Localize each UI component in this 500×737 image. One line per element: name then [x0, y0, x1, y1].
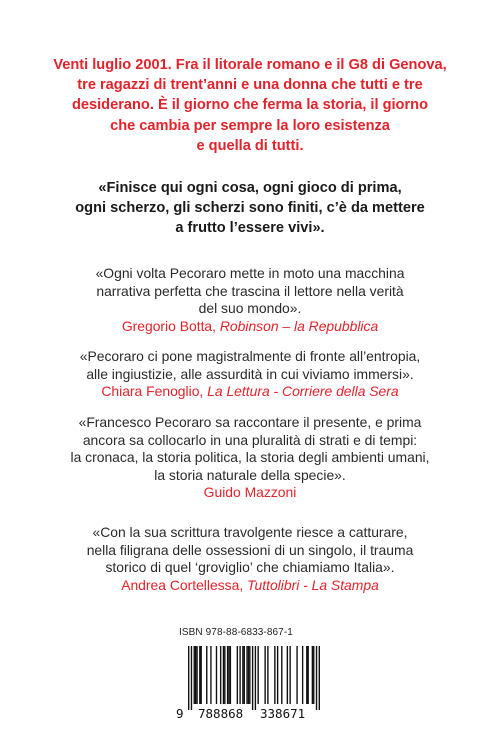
barcode-guard-bar [188, 646, 189, 710]
barcode-bar [239, 646, 240, 704]
review-line: storico di quel ‘groviglio’ che chiamiamo Italia». [105, 559, 395, 576]
review-line: narrativa perfetta che trascina il lettore nella verità [96, 282, 404, 299]
review-line: ancora sa collocarlo in una pluralità di strati e di tempi: [82, 431, 418, 448]
barcode [188, 646, 320, 710]
barcode-bar [313, 646, 314, 704]
barcode-bar [230, 646, 231, 704]
barcode-bar [220, 646, 221, 704]
barcode-bar [201, 646, 202, 704]
barcode-digits [176, 706, 326, 724]
barcode-bar [277, 646, 278, 704]
barcode-guard-bar [191, 646, 192, 710]
barcode-bar [228, 646, 229, 704]
quote-line: a frutto l’essere vivi». [175, 220, 325, 237]
quote-line: «Finisce qui ogni cosa, ogni gioco di prima, [98, 180, 402, 196]
review-2 [0, 348, 500, 401]
barcode-bar [242, 646, 243, 704]
review-line: alle ingiustizie, alle assurdità in cui viviamo immersi». [86, 365, 414, 382]
barcode-bar [210, 646, 211, 704]
review-attribution [0, 383, 500, 401]
barcode-bar [264, 646, 265, 704]
intro-line: Venti luglio 2001. Fra il litorale romano e il G8 di Genova, [53, 57, 447, 73]
barcode-guard-bar [252, 646, 253, 710]
isbn-label: ISBN 978-88-6833-867-1 [179, 627, 293, 638]
barcode-guard-bar [316, 646, 317, 710]
barcode-bar [237, 646, 238, 704]
barcode-guard-bar [319, 646, 320, 710]
review-line: la cronaca, la storia politica, la storia degli ambienti umani, [70, 449, 430, 466]
book-quote [0, 178, 500, 239]
barcode-bar [224, 646, 225, 704]
review-attribution [0, 484, 500, 502]
review-attribution [0, 318, 500, 336]
barcode-bar [196, 646, 197, 704]
review-author: Andrea Cortellessa, [121, 576, 248, 593]
barcode-bar [249, 646, 250, 704]
intro-blurb [0, 55, 500, 156]
barcode-bar [246, 646, 247, 704]
review-author: Gregorio Botta, [121, 317, 220, 334]
barcode-digit-first: 9 [176, 706, 184, 721]
barcode-bar [312, 646, 313, 704]
barcode-bar [199, 646, 200, 704]
quote-line: ogni scherzo, gli scherzi sono finiti, c’è da mettere [75, 200, 425, 217]
barcode-bar [267, 646, 268, 704]
barcode-bar [216, 646, 217, 704]
barcode-bar [248, 646, 249, 704]
intro-line: e quella di tutti. [196, 137, 304, 154]
review-line: la storia naturale della specie». [154, 466, 346, 483]
barcode-bar [306, 646, 307, 704]
review-source: Robinson – la Repubblica [219, 317, 379, 334]
barcode-bar [296, 646, 297, 704]
barcode-bar [244, 646, 245, 704]
review-source: La Lettura - Corriere della Sera [207, 383, 399, 400]
intro-line: che cambia per sempre la loro esistenza [110, 117, 390, 134]
review-author: Guido Mazzoni [203, 484, 297, 501]
barcode-digits-left: 788868 [198, 706, 244, 721]
barcode-bar [206, 646, 207, 704]
barcode-bar [223, 646, 224, 704]
barcode-bar [227, 646, 228, 704]
review-author: Chiara Fenoglio, [101, 383, 208, 400]
intro-line: tre ragazzi di trent’anni e una donna che tutti e tre [77, 77, 423, 94]
review-line: «Con la sua scrittura travolgente riesce a catturare, [92, 524, 408, 540]
barcode-bar [257, 646, 258, 704]
barcode-guard-bar [255, 646, 256, 710]
review-line: «Ogni volta Pecoraro mette in moto una macchina [95, 265, 405, 281]
review-line: del suo mondo». [198, 300, 302, 317]
barcode-bar [289, 646, 290, 704]
review-attribution [0, 577, 500, 595]
review-line: nella filigrana delle ossessioni di un singolo, il trauma [86, 541, 414, 558]
barcode-digits-right: 338671 [260, 706, 306, 721]
barcode-bar [281, 646, 282, 704]
review-line: «Francesco Pecoraro sa raccontare il presente, e prima [78, 414, 422, 430]
barcode-bar [195, 646, 196, 704]
review-line: «Pecoraro ci pone magistralmente di fronte all’entropia, [79, 348, 421, 364]
review-4 [0, 524, 500, 594]
barcode-bar [287, 646, 288, 704]
barcode-bar [274, 646, 275, 704]
review-source: Tuttolibri - La Stampa [247, 576, 379, 593]
barcode-bar [194, 646, 195, 704]
intro-line: desiderano. È il giorno che ferma la storia, il giorno [71, 97, 428, 114]
barcode-bar [307, 646, 308, 704]
barcode-bar [302, 646, 303, 704]
review-1 [0, 265, 500, 335]
review-3 [0, 414, 500, 502]
